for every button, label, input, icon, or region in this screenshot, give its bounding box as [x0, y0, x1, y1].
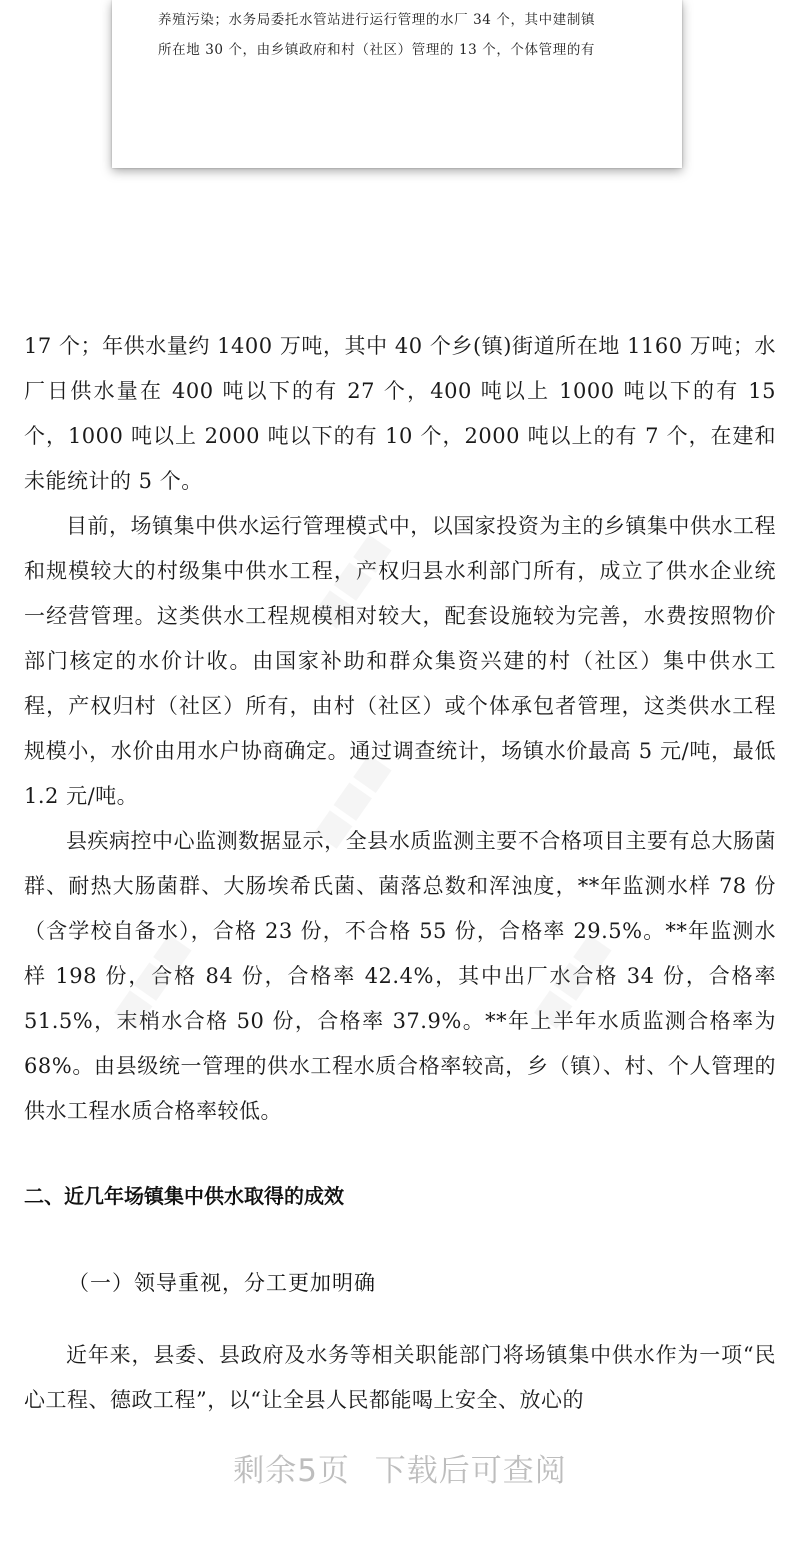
preview-line-1: 养殖污染；水务局委托水管站进行运行管理的水厂 34 个，其中建制镇 — [158, 12, 596, 28]
watermark-mark: ■■■ — [304, 746, 398, 855]
paragraph-3: 县疾病控中心监测数据显示，全县水质监测主要不合格项目主要有总大肠菌群、耐热大肠菌群、大肠埃希氏菌、菌落总数和浑浊度，**年监测水样 78 份（含学校自备水），合格 23 份，不合格 55 份，合格率 29.5%。**年监测水样 198 份，合格 84 份，合格率 42.4%，其中出厂水合格 34 份，合格率 51.5%，末梢水合格 50 份，合格率 37.9%。**年上半年水质监测合格率为 68%。由县级统一管理的供水工程水质合格率较高，乡（镇）、村、个人管理的供水工程水质合格率较低。 — [24, 829, 776, 1123]
document-body — [24, 324, 776, 1134]
paragraph-1: 17 个；年供水量约 1400 万吨，其中 40 个乡(镇)街道所在地 1160 万吨；水厂日供水量在 400 吨以下的有 27 个，400 吨以上 1000 吨以下的有 15 个，1000 吨以上 2000 吨以下的有 10 个，2000 吨以上的有 7 个，在建和未能统计的 5 个。 — [24, 334, 776, 493]
download-to-view-link[interactable]: 下载后可查阅 — [374, 1453, 567, 1489]
preview-line-2: 所在地 30 个，由乡镇政府和村（社区）管理的 13 个，个体管理的有 — [158, 42, 596, 58]
remaining-pages-banner[interactable] — [0, 1445, 800, 1490]
watermark-mark: ■■■ — [304, 526, 398, 635]
watermark-mark: ■■■ — [104, 926, 198, 1035]
paragraph-4: 近年来，县委、县政府及水务等相关职能部门将场镇集中供水作为一项“民心工程、德政工程”，以“让全县人民都能喝上安全、放心的 — [24, 1343, 776, 1412]
paragraph-2: 目前，场镇集中供水运行管理模式中，以国家投资为主的乡镇集中供水工程和规模较大的村级集中供水工程，产权归县水利部门所有，成立了供水企业统一经营管理。这类供水工程规模相对较大，配套设施较为完善，水费按照物价部门核定的水价计收。由国家补助和群众集资兴建的村（社区）集中供水工程，产权归村（社区）所有，由村（社区）或个体承包者管理，这类供水工程规模小，水价由用水户协商确定。通过调查统计，场镇水价最高 5 元/吨，最低 1.2 元/吨。 — [24, 514, 776, 808]
remaining-pages-text: 剩余5页 — [233, 1453, 350, 1489]
document-body-continued — [24, 1333, 776, 1423]
subsection-heading: （一）领导重视，分工更加明确 — [68, 1271, 376, 1295]
watermark-mark: ■■■ — [524, 926, 618, 1035]
section-heading: 二、近几年场镇集中供水取得的成效 — [24, 1184, 344, 1208]
preview-page-card — [112, 0, 682, 168]
